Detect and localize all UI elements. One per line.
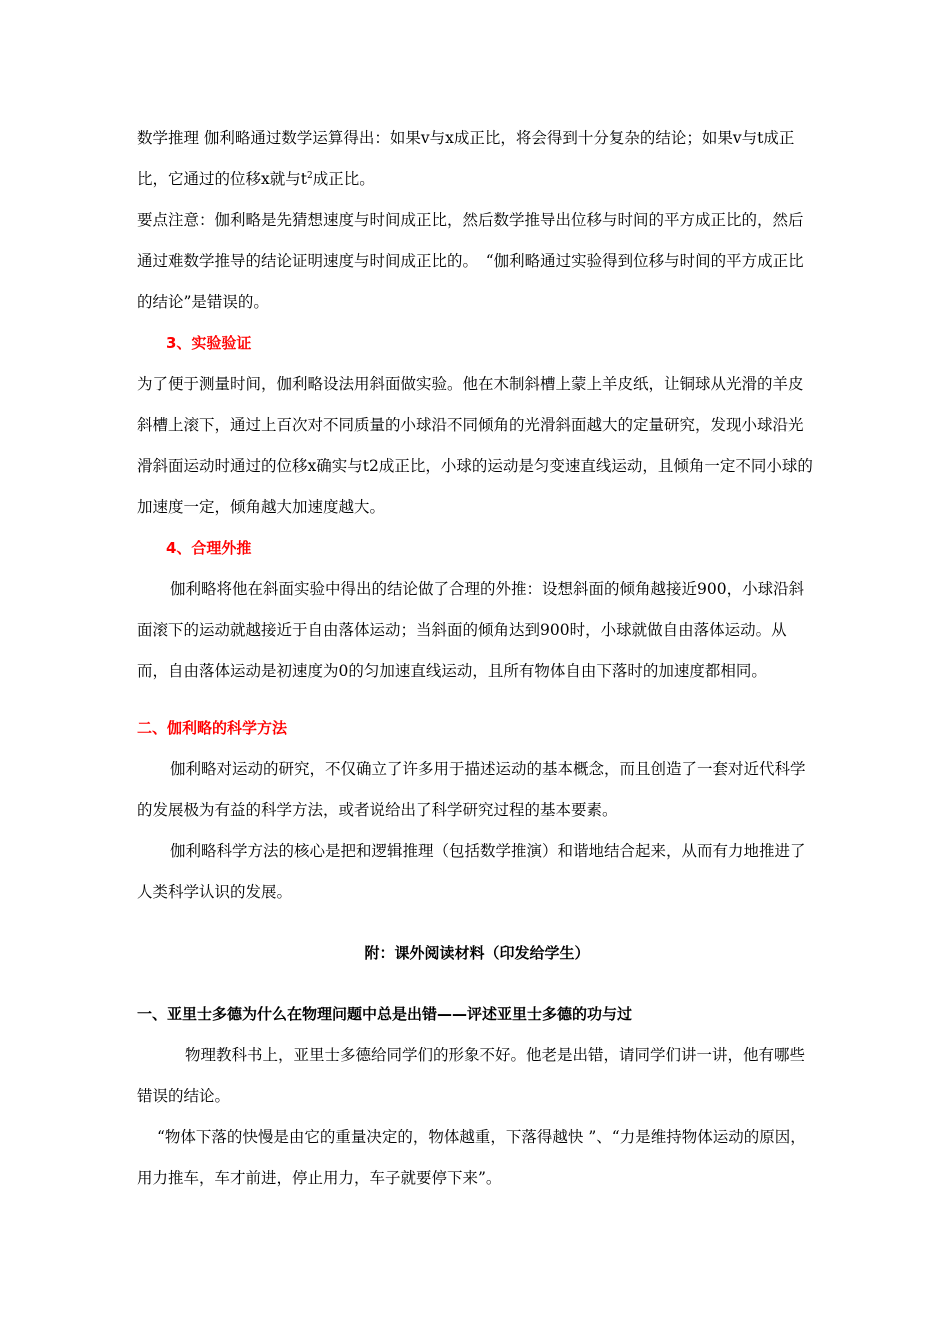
section-heading-method: 二、伽利略的科学方法 (137, 719, 288, 737)
spacer (137, 692, 817, 708)
paragraph-math-reasoning (137, 118, 817, 200)
appendix-title: 附：课外阅读材料（印发给学生） (364, 944, 590, 962)
document-page (137, 118, 817, 1199)
paragraph-reading-2: “物体下落的快慢是由它的重量决定的，物体越重，下落得越快 ”、“力是维持物体运动的原因，用力推车，车才前进，停止用力，车子就要停下来”。 (137, 1128, 806, 1187)
paragraph-experiment: 为了便于测量时间，伽利略设法用斜面做实验。他在木制斜槽上蒙上羊皮纸，让铜球从光滑的羊皮斜槽上滚下，通过上百次对不同质量的小球沿不同倾角的光滑斜面越大的定量研究，发现小球沿光滑斜面运动时通过的位移x确实与t2成正比，小球的运动是匀变速直线运动，且倾角一定不同小球的加速度一定，倾角越大加速度越大。 (137, 375, 813, 516)
spacer (137, 913, 817, 933)
paragraph-key-note: 要点注意：伽利略是先猜想速度与时间成正比，然后数学推导出位移与时间的平方成正比的，然后通过难数学推导的结论证明速度与时间成正比的。 “伽利略通过实验得到位移与时间的平方成正比的结论”是错误的。 (137, 211, 804, 311)
superscript: 2 (306, 170, 313, 181)
reading-title: 一、亚里士多德为什么在物理问题中总是出错——评述亚里士多德的功与过 (137, 1005, 633, 1023)
heading-extrapolation: 4、合理外推 (166, 539, 252, 557)
paragraph-reading-1: 物理教科书上，亚里士多德给同学们的形象不好。他老是出错，请同学们讲一讲，他有哪些错误的结论。 (137, 1046, 806, 1105)
paragraph-method-2: 伽利略科学方法的核心是把和逻辑推理（包括数学推演）和谐地结合起来，从而有力地推进了人类科学认识的发展。 (137, 842, 806, 901)
paragraph-text-end: 成正比。 (312, 170, 375, 188)
spacer (137, 974, 817, 994)
heading-experiment: 3、实验验证 (166, 334, 252, 352)
paragraph-method-1: 伽利略对运动的研究，不仅确立了许多用于描述运动的基本概念，而且创造了一套对近代科学的发展极为有益的科学方法，或者说给出了科学研究过程的基本要素。 (137, 760, 806, 819)
paragraph-text: 数学推理 伽利略通过数学运算得出：如果v与x成正比，将会得到十分复杂的结论；如果v与t成正比，它通过的位移x就与t (137, 129, 795, 188)
paragraph-extrapolation: 伽利略将他在斜面实验中得出的结论做了合理的外推：设想斜面的倾角越接近900，小球沿斜面滚下的运动就越接近于自由落体运动；当斜面的倾角达到900时，小球就做自由落体运动。从而，自由落体运动是初速度为0的匀加速直线运动，且所有物体自由下落时的加速度都相同。 (137, 580, 805, 680)
